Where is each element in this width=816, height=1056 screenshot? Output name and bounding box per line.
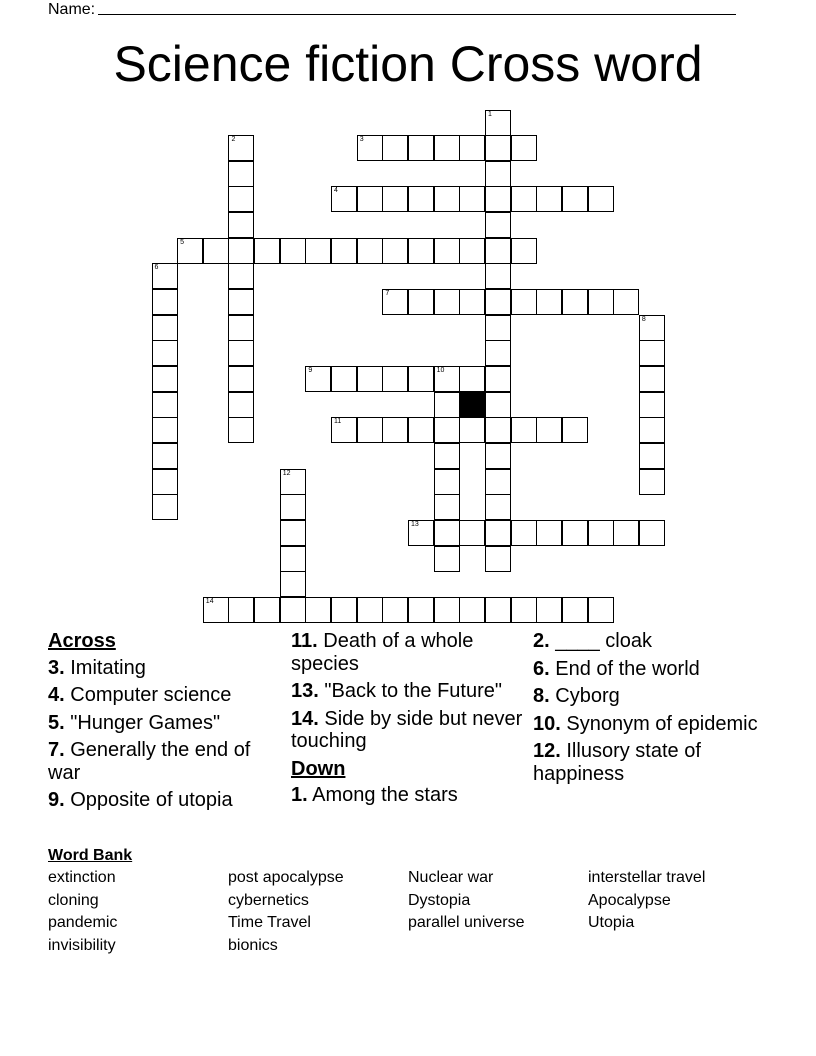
grid-cell[interactable] [562, 186, 588, 212]
grid-cell[interactable] [305, 597, 331, 623]
grid-cell[interactable] [305, 366, 331, 392]
grid-cell[interactable] [588, 289, 614, 315]
grid-cell[interactable] [434, 494, 460, 520]
clue-across-4: 4. Computer science [48, 684, 232, 706]
across-heading: Across [48, 630, 116, 652]
grid-cell[interactable] [434, 546, 460, 572]
grid-cell[interactable] [485, 110, 511, 136]
grid-cell[interactable] [434, 392, 460, 418]
grid-cell[interactable] [152, 315, 178, 341]
word-bank-title: Word Bank [48, 847, 133, 864]
grid-cell[interactable] [613, 289, 639, 315]
grid-cell[interactable] [203, 597, 229, 623]
grid-cell[interactable] [485, 161, 511, 187]
clue-across-5: 5. "Hunger Games" [48, 711, 221, 734]
grid-cell[interactable] [228, 135, 254, 161]
clue-number: 13 [411, 520, 419, 528]
grid-cell[interactable] [588, 520, 614, 546]
grid-cell[interactable] [228, 597, 254, 623]
clue-number: 6 [154, 264, 159, 272]
grid-cell[interactable] [408, 417, 434, 443]
grid-cell[interactable] [280, 494, 306, 520]
clue-down-12: 12. Illusory state of happiness [533, 740, 701, 785]
grid-cell[interactable] [152, 469, 178, 495]
clues-column-1 [48, 630, 280, 817]
grid-cell[interactable] [280, 469, 306, 495]
grid-cell[interactable] [434, 443, 460, 469]
grid-cell[interactable] [228, 212, 254, 238]
grid-cell[interactable] [408, 520, 434, 546]
name-field[interactable] [48, 0, 736, 19]
clue-number: 7 [385, 290, 390, 298]
grid-cell[interactable] [228, 186, 254, 212]
clue-down-8: 8. Cyborg [533, 685, 620, 707]
grid-cell[interactable] [228, 238, 254, 264]
grid-cell[interactable] [562, 289, 588, 315]
grid-cell[interactable] [434, 469, 460, 495]
grid-cell[interactable] [485, 546, 511, 572]
grid-cell[interactable] [459, 417, 485, 443]
grid-cell[interactable] [434, 597, 460, 623]
grid-cell[interactable] [536, 597, 562, 623]
grid-cell[interactable] [485, 597, 511, 623]
grid-cell[interactable] [485, 135, 511, 161]
grid-cell[interactable] [536, 520, 562, 546]
grid-cell[interactable] [588, 186, 614, 212]
grid-cell[interactable] [382, 417, 408, 443]
grid-cell[interactable] [305, 238, 331, 264]
clues-column-2 [291, 630, 523, 812]
grid-cell[interactable] [331, 417, 357, 443]
grid-cell[interactable] [639, 443, 665, 469]
grid-cell[interactable] [511, 417, 537, 443]
grid-cell[interactable] [228, 289, 254, 315]
word-bank-item: extinction [48, 869, 116, 886]
grid-cell[interactable] [562, 417, 588, 443]
grid-cell[interactable] [485, 186, 511, 212]
grid-cell[interactable] [280, 546, 306, 572]
clue-number: 2 [231, 136, 236, 144]
grid-cell[interactable] [152, 263, 178, 289]
grid-cell[interactable] [536, 186, 562, 212]
grid-cell[interactable] [152, 340, 178, 366]
grid-cell[interactable] [511, 186, 537, 212]
grid-cell[interactable] [382, 597, 408, 623]
grid-cell[interactable] [152, 392, 178, 418]
grid-cell[interactable] [485, 263, 511, 289]
word-bank-item: Dystopia [408, 891, 471, 909]
word-bank-item: cloning [48, 891, 99, 909]
grid-cell[interactable] [254, 238, 280, 264]
grid-cell[interactable] [357, 366, 383, 392]
word-bank-column-3 [408, 867, 525, 935]
clue-number: 3 [359, 136, 364, 144]
grid-cell[interactable] [536, 417, 562, 443]
grid-cell[interactable] [485, 494, 511, 520]
grid-cell[interactable] [280, 571, 306, 597]
grid-cell[interactable] [639, 417, 665, 443]
grid-cell[interactable] [331, 186, 357, 212]
word-bank-item: pandemic [48, 914, 118, 932]
grid-cell[interactable] [511, 238, 537, 264]
grid-cell[interactable] [382, 238, 408, 264]
grid-cell[interactable] [511, 289, 537, 315]
grid-cell[interactable] [203, 238, 229, 264]
grid-cell[interactable] [228, 366, 254, 392]
grid-cell[interactable] [485, 366, 511, 392]
grid-cell[interactable] [228, 417, 254, 443]
black-cell [459, 392, 485, 418]
grid-cell[interactable] [459, 366, 485, 392]
clue-across-3: 3. Imitating [48, 656, 146, 679]
grid-cell[interactable] [536, 289, 562, 315]
word-bank-item: parallel universe [408, 914, 525, 932]
grid-cell[interactable] [459, 520, 485, 546]
grid-cell[interactable] [357, 597, 383, 623]
clue-down-2: 2. ____ cloak [533, 630, 652, 652]
grid-cell[interactable] [588, 597, 614, 623]
grid-cell[interactable] [254, 597, 280, 623]
grid-cell[interactable] [357, 135, 383, 161]
grid-cell[interactable] [280, 520, 306, 546]
grid-cell[interactable] [485, 417, 511, 443]
grid-cell[interactable] [485, 238, 511, 264]
grid-cell[interactable] [485, 520, 511, 546]
clue-number: 4 [334, 187, 338, 195]
grid-cell[interactable] [639, 315, 665, 341]
grid-cell[interactable] [228, 161, 254, 187]
word-bank-item: Nuclear war [408, 869, 494, 886]
word-bank-item: Utopia [588, 914, 635, 932]
grid-cell[interactable] [459, 186, 485, 212]
grid-cell[interactable] [152, 494, 178, 520]
grid-cell[interactable] [152, 366, 178, 392]
grid-cell[interactable] [613, 520, 639, 546]
grid-cell[interactable] [408, 238, 434, 264]
word-bank-item: post apocalypse [228, 869, 344, 886]
word-bank-item: bionics [228, 936, 278, 954]
grid-cell[interactable] [485, 212, 511, 238]
grid-cell[interactable] [228, 392, 254, 418]
down-heading: Down [291, 757, 346, 780]
clue-number: 12 [282, 469, 291, 477]
grid-cell[interactable] [434, 135, 460, 161]
grid-cell[interactable] [408, 289, 434, 315]
clue-number: 8 [641, 315, 646, 323]
grid-cell[interactable] [152, 443, 178, 469]
name-label: Name: [48, 1, 96, 18]
grid-cell[interactable] [434, 186, 460, 212]
grid-cell[interactable] [639, 392, 665, 418]
grid-cell[interactable] [408, 366, 434, 392]
grid-cell[interactable] [331, 597, 357, 623]
grid-cell[interactable] [434, 238, 460, 264]
clue-down-1: 1. Among the stars [291, 784, 458, 806]
grid-cell[interactable] [562, 597, 588, 623]
grid-cell[interactable] [639, 366, 665, 392]
grid-cell[interactable] [228, 315, 254, 341]
grid-cell[interactable] [382, 186, 408, 212]
clue-number: 10 [436, 367, 445, 374]
clues-column-3 [533, 630, 769, 790]
grid-cell[interactable] [485, 392, 511, 418]
word-bank-item: Apocalypse [588, 891, 671, 909]
word-bank-item: invisibility [48, 936, 116, 954]
grid-cell[interactable] [408, 186, 434, 212]
grid-cell[interactable] [639, 520, 665, 546]
grid-cell[interactable] [382, 366, 408, 392]
grid-cell[interactable] [357, 417, 383, 443]
clue-across-13: 13. "Back to the Future" [291, 680, 502, 702]
grid-cell[interactable] [177, 238, 203, 264]
name-blank-line[interactable] [98, 0, 736, 15]
grid-cell[interactable] [382, 289, 408, 315]
grid-cell[interactable] [434, 366, 460, 392]
grid-cell[interactable] [459, 135, 485, 161]
grid-cell[interactable] [280, 597, 306, 623]
word-bank-column-1 [48, 867, 117, 957]
clue-down-6: 6. End of the world [533, 657, 700, 680]
clue-number: 5 [180, 238, 185, 246]
clue-number: 14 [205, 597, 214, 605]
word-bank-item: cybernetics [228, 891, 309, 909]
grid-cell[interactable] [485, 289, 511, 315]
grid-cell[interactable] [408, 597, 434, 623]
grid-cell[interactable] [280, 238, 306, 264]
clue-across-7: 7. Generally the end of war [48, 739, 251, 784]
grid-cell[interactable] [459, 238, 485, 264]
clue-number: 11 [334, 418, 342, 426]
grid-cell[interactable] [511, 597, 537, 623]
grid-cell[interactable] [331, 238, 357, 264]
grid-cell[interactable] [357, 238, 383, 264]
page-title: Science fiction Cross word [113, 36, 703, 92]
grid-cell[interactable] [434, 520, 460, 546]
word-bank-item: interstellar travel [588, 869, 706, 886]
grid-cell[interactable] [639, 340, 665, 366]
grid-cell[interactable] [357, 186, 383, 212]
grid-cell[interactable] [228, 263, 254, 289]
clue-number: 9 [308, 367, 313, 374]
grid-cell[interactable] [639, 469, 665, 495]
clue-across-9: 9. Opposite of utopia [48, 789, 233, 811]
word-bank-item: Time Travel [228, 914, 311, 932]
clue-across-14: 14. Side by side but never touching [291, 707, 523, 752]
grid-cell[interactable] [459, 597, 485, 623]
grid-cell[interactable] [459, 289, 485, 315]
grid-cell[interactable] [152, 289, 178, 315]
grid-cell[interactable] [511, 135, 537, 161]
grid-cell[interactable] [152, 417, 178, 443]
grid-cell[interactable] [485, 469, 511, 495]
clue-number: 1 [487, 110, 492, 118]
grid-cell[interactable] [382, 135, 408, 161]
grid-cell[interactable] [331, 366, 357, 392]
grid-cell[interactable] [562, 520, 588, 546]
clue-across-11: 11. Death of a whole species [291, 630, 474, 675]
grid-cell[interactable] [485, 340, 511, 366]
grid-cell[interactable] [408, 135, 434, 161]
grid-cell[interactable] [511, 520, 537, 546]
grid-cell[interactable] [434, 417, 460, 443]
word-bank-column-2 [228, 867, 344, 957]
grid-cell[interactable] [485, 315, 511, 341]
word-bank-column-4 [588, 867, 705, 935]
clue-down-10: 10. Synonym of epidemic [533, 712, 758, 735]
grid-cell[interactable] [228, 340, 254, 366]
grid-cell[interactable] [485, 443, 511, 469]
grid-cell[interactable] [434, 289, 460, 315]
